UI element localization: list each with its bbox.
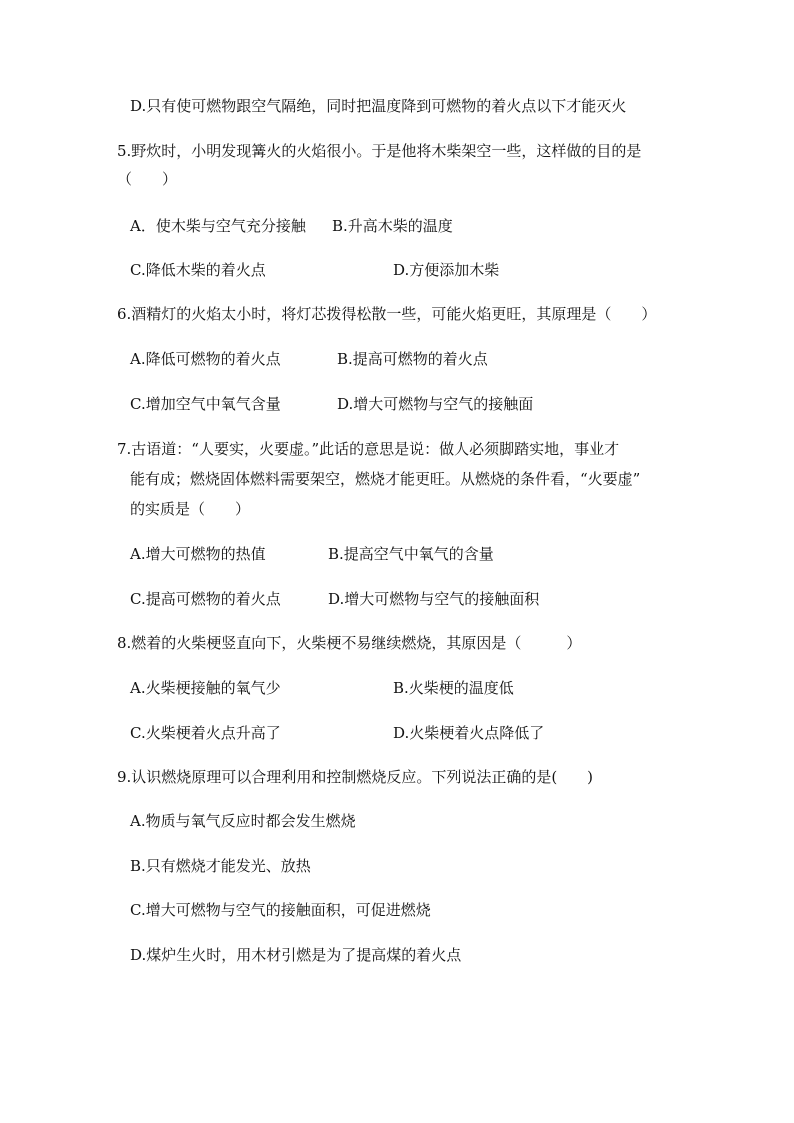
q7-option-a: A.增大可燃物的热值: [130, 545, 266, 563]
q9-option-d: D.煤炉生火时，用木材引燃是为了提高煤的着火点: [130, 946, 462, 964]
q8-option-c: C.火柴梗着火点升高了: [130, 724, 281, 742]
q6-option-c: C.增加空气中氧气含量: [130, 395, 281, 413]
q6-option-b: B.提高可燃物的着火点: [337, 350, 488, 368]
q8-option-a: A.火柴梗接触的氧气少: [130, 679, 281, 697]
q6-stem: 6.酒精灯的火焰太小时，将灯芯拨得松散一些，可能火焰更旺，其原理是（ ）: [117, 305, 657, 323]
q7-stem-line3: 的实质是（ ）: [130, 500, 251, 518]
q9-option-a: A.物质与氧气反应时都会发生燃烧: [130, 812, 356, 830]
q7-stem-line2: 能有成；燃烧固体燃料需要架空，燃烧才能更旺。从燃烧的条件看，“火要虚”: [130, 470, 641, 488]
q8-option-b: B.火柴梗的温度低: [393, 679, 514, 697]
q5-stem-line1: 5.野炊时，小明发现篝火的火焰很小。于是他将木柴架空一些，这样做的目的是: [117, 142, 642, 160]
q7-stem-line1: 7.古语道：“人要实，火要虚。”此话的意思是说：做人必须脚踏实地，事业才: [117, 440, 620, 458]
q5-option-d: D.方便添加木柴: [393, 261, 500, 279]
q5-stem-line2: （ ）: [117, 170, 178, 188]
q8-option-d: D.火柴梗着火点降低了: [393, 724, 545, 742]
q7-option-c: C.提高可燃物的着火点: [130, 590, 281, 608]
q5-option-c: C.降低木柴的着火点: [130, 261, 266, 279]
q7-option-d: D.增大可燃物与空气的接触面积: [328, 590, 540, 608]
q9-stem: 9.认识燃烧原理可以合理利用和控制燃烧反应。下列说法正确的是( ): [117, 768, 594, 786]
q4-option-d: D.只有使可燃物跟空气隔绝，同时把温度降到可燃物的着火点以下才能灭火: [130, 97, 627, 115]
q5-option-b: B.升高木柴的温度: [332, 217, 453, 235]
q5-option-a: A．使木柴与空气充分接触: [130, 217, 306, 235]
q8-stem: 8.燃着的火柴梗竖直向下，火柴梗不易继续燃烧，其原因是（ ）: [117, 634, 582, 652]
q7-option-b: B.提高空气中氧气的含量: [328, 545, 494, 563]
q6-option-a: A.降低可燃物的着火点: [130, 350, 281, 368]
q9-option-c: C.增大可燃物与空气的接触面积，可促进燃烧: [130, 901, 431, 919]
q9-option-b: B.只有燃烧才能发光、放热: [130, 857, 311, 875]
q6-option-d: D.增大可燃物与空气的接触面: [337, 395, 534, 413]
